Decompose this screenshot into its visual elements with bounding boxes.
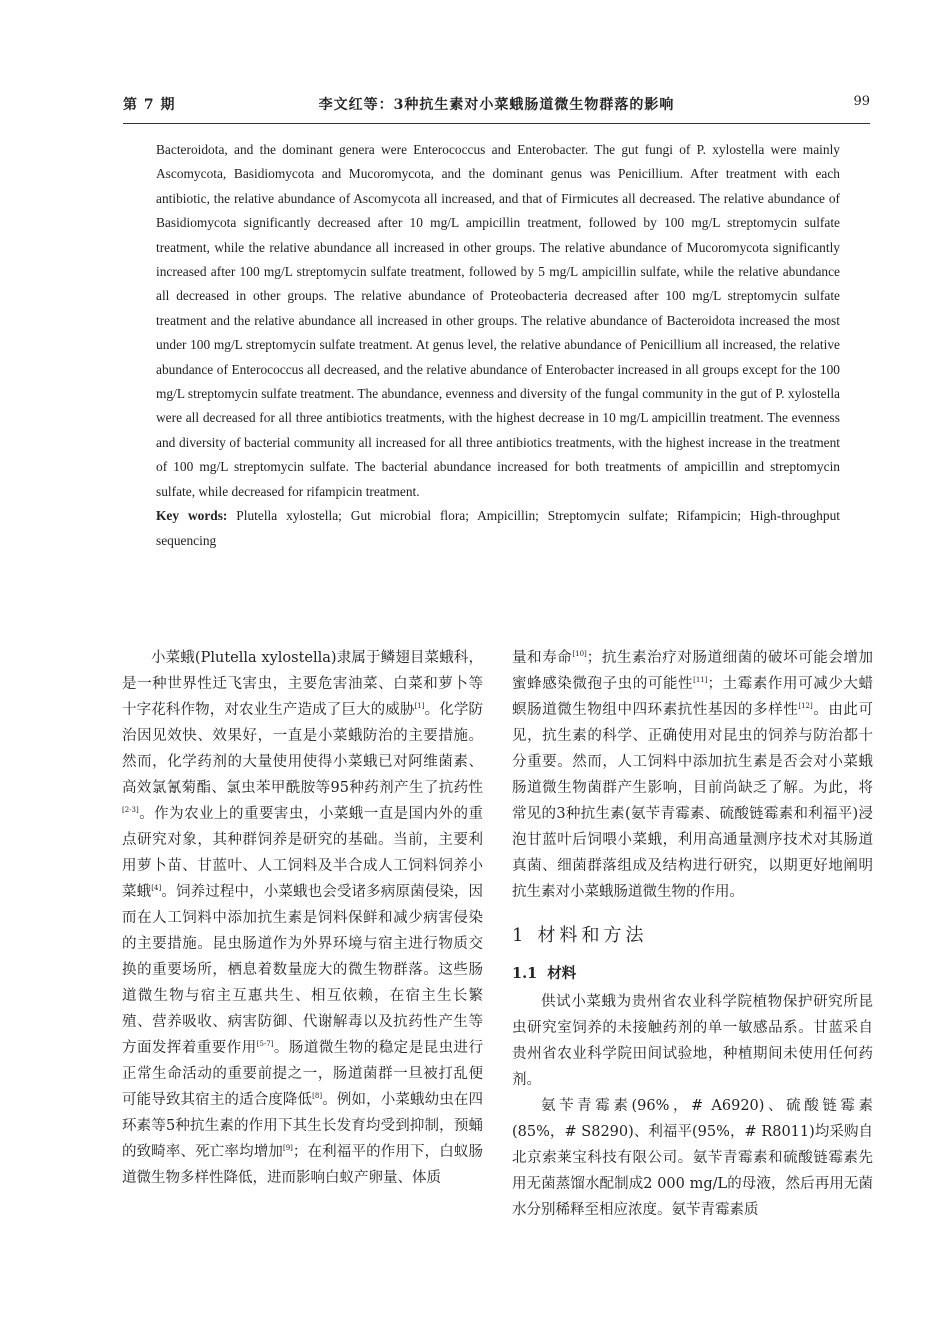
abstract-text: Bacteroidota, and the dominant genera were Enterococcus and Enterobacter. The gut fungi of P. xylostella were mainly Ascomycota, Basidiomycota and Mucoromycota, and the dominant genus was Penicillium. After treatment with each antibiotic, the relative abundance of Ascomycota all increased, and that of Firmicutes all decreased. The relative abundance of Basidiomycota significantly decreased after 10 mg/L ampicillin treatment, followed by 100 mg/L streptomycin sulfate treatment, while the relative abundance all increased in other groups. The relative abundance of Mucoromycota significantly increased after 100 mg/L streptomycin sulfate treatment, followed by 5 mg/L ampicillin sulfate, while the relative abundance all decreased in other groups. The relative abundance of Proteobacteria decreased after 100 mg/L streptomycin sulfate treatment and the relative abundance all increased in other groups. The relative abundance of Bacteroidota increased the most under 100 mg/L streptomycin sulfate treatment. At genus level, the relative abundance of Penicillium all increased, the relative abundance of Enterococcus all decreased, and the relative abundance of Enterobacter increased in all groups except for the 100 mg/L streptomycin sulfate treatment. The abundance, evenness and diversity of the fungal community in the gut of P. xylostella were all decreased for all three antibiotics treatments, with the highest decrease in 10 mg/L ampicillin treatment. The evenness and diversity of bacterial community all increased for all three antibiotics treatments, with the highest increase in the treatment of 100 mg/L streptomycin sulfate. The bacterial abundance increased for both treatments of ampicillin and streptomycin sulfate, while decreased for rifampicin treatment. <box>156 142 840 499</box>
citation: [10] <box>572 650 587 659</box>
left-column <box>122 645 483 1191</box>
keywords <box>156 504 840 553</box>
text-run: 。例如，小菜蛾幼虫在四环素等5种抗生素的作用下其生长发育均受到抑制，预蛹的致畸率、死亡率均增加 <box>122 1092 484 1160</box>
text-run: 。作为农业上的重要害虫，小菜蛾一直是国内外的重点研究对象，其种群饲养是研究的基础。当前，主要利用萝卜苗、甘蓝叶、人工饲料及半合成人工饲料饲养小菜蛾 <box>122 806 483 900</box>
text-run: 量和寿命 <box>512 650 573 666</box>
intro-paragraph-continued <box>512 645 873 905</box>
issue-number: 第 7 期 <box>123 97 176 113</box>
citation: [9] <box>282 1144 293 1153</box>
section-heading <box>512 923 873 949</box>
text-run: ；在利福平的作用下，白蚁肠道微生物多样性降低，进而影响白蚁产卵量、体质 <box>122 1144 484 1186</box>
text-run: 。化学防治因见效快、效果好，一直是小菜蛾防治的主要措施。然而，化学药剂的大量使用使得小菜蛾已对阿维菌素、高效氯氰菊酯、氯虫苯甲酰胺等95种药剂产生了抗药性 <box>122 702 484 796</box>
citation: [8] <box>312 1092 323 1101</box>
citation: [11] <box>693 676 708 685</box>
right-column <box>512 645 873 1223</box>
materials-paragraph: 供试小菜蛾为贵州省农业科学院植物保护研究所昆虫研究室饲养的未接触药剂的单一敏感品系。甘蓝采自贵州省农业科学院田间试验地，种植期间未使用任何药剂。 <box>512 994 873 1088</box>
page-number: 99 <box>853 94 870 109</box>
subsection-number: 1.1 <box>512 965 538 982</box>
subsection-title: 材料 <box>547 965 577 982</box>
header-rule <box>123 123 870 124</box>
antibiotics-paragraph: 氨苄青霉素(96%，# A6920)、硫酸链霉素(85%，# S8290)、利福平(95%，# R8011)均采购自北京索莱宝科技有限公司。氨苄青霉素和硫酸链霉素先用无菌蒸馏水配制成2 000 mg/L的母液，然后再用无菌水分别稀释至相应浓度。氨苄青霉素质 <box>512 1098 873 1218</box>
keywords-label: Key words: <box>156 508 228 524</box>
text-run: 。饲养过程中，小菜蛾也会受诸多病原菌侵染，因而在人工饲料中添加抗生素是饲料保鲜和减少病害侵染的主要措施。昆虫肠道作为外界环境与宿主进行物质交换的重要场所，栖息着数量庞大的微生物群落。这些肠道微生物与宿主互惠共生、相互依赖，在宿主生长繁殖、营养吸收、病害防御、代谢解毒以及抗药性产生等方面发挥着重要作用 <box>122 884 484 1056</box>
english-abstract <box>156 138 840 553</box>
running-header <box>123 94 870 116</box>
running-title: 李文红等：3种抗生素对小菜蛾肠道微生物群落的影响 <box>318 97 675 113</box>
text-run: 。由此可见，抗生素的科学、正确使用对昆虫的饲养与防治都十分重要。然而，人工饲料中添加抗生素是否会对小菜蛾肠道微生物菌群产生影响，目前尚缺乏了解。为此，将常见的3种抗生素(氨苄青霉素、硫酸链霉素和利福平)浸泡甘蓝叶后饲喂小菜蛾，利用高通量测序技术对其肠道真菌、细菌群落组成及结构进行研究，以期更好地阐明抗生素对小菜蛾肠道微生物的作用。 <box>512 702 874 900</box>
citation: [2-3] <box>122 806 139 815</box>
section-number: 1 <box>512 925 524 946</box>
text-run: ；土霉素作用可减少大蜡螟肠道微生物组中四环素抗性基因的多样性 <box>512 676 874 718</box>
text-run: 。肠道微生物的稳定是昆虫进行正常生命活动的重要前提之一，肠道菌群一旦被打乱便可能导致其宿主的适合度降低 <box>122 1040 484 1108</box>
section-title: 材料和方法 <box>537 925 648 946</box>
citation: [5-7] <box>256 1040 274 1049</box>
citation: [1] <box>414 702 425 711</box>
citation: [12] <box>798 702 813 711</box>
intro-paragraph <box>122 645 483 1191</box>
keywords-list: Plutella xylostella; Gut microbial flora; Ampicillin; Streptomycin sulfate; Rifampicin; High-throughput sequencing <box>156 508 840 548</box>
text-run: ；抗生素治疗对肠道细菌的破坏可能会增加蜜蜂感染微孢子虫的可能性 <box>512 650 874 692</box>
citation: [4] <box>151 884 162 893</box>
text-run: 小菜蛾(Plutella xylostella)隶属于鳞翅目菜蛾科，是一种世界性迁飞害虫，主要危害油菜、白菜和萝卜等十字花科作物，对农业生产造成了巨大的威胁 <box>122 650 483 718</box>
subsection-heading <box>512 961 873 987</box>
